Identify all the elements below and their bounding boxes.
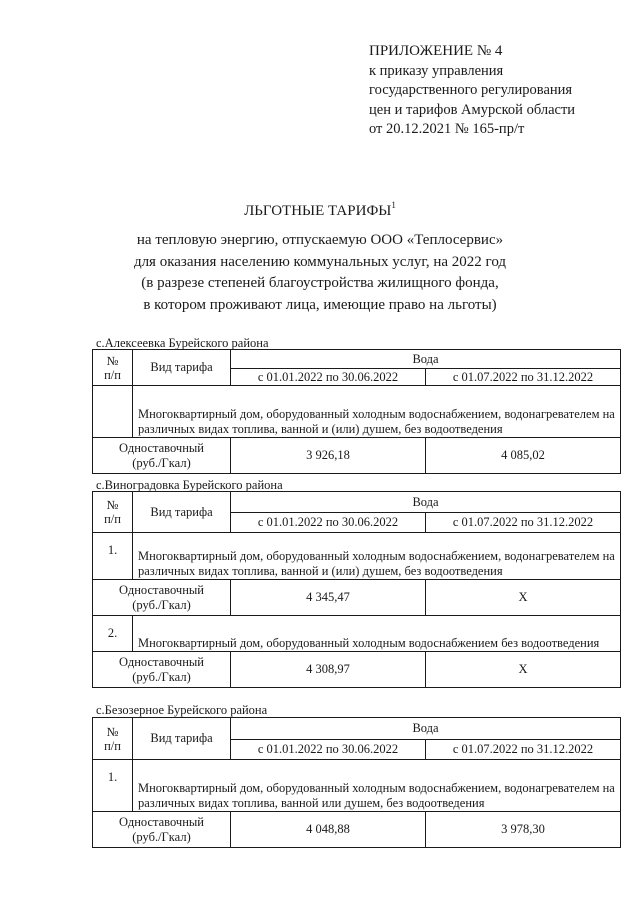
- tariff-value-period-1: 4 048,88: [231, 812, 426, 848]
- subtitle-line: на тепловую энергию, отпускаемую ООО «Теплосервис»: [136, 232, 504, 248]
- tariff-value-period-2: 4 085,02: [426, 438, 621, 474]
- appendix-heading: ПРИЛОЖЕНИЕ № 4: [369, 43, 503, 59]
- row-description: Многоквартирный дом, оборудованный холодным водоснабжением, водонагревателем на различных видах топлива, ванной и (или) душем, без водоотведения: [133, 533, 621, 580]
- document-title: [0, 200, 640, 220]
- tariff-table-bezozernoe: [92, 717, 621, 848]
- row-number: 1.: [93, 533, 133, 580]
- title-text: ЛЬГОТНЫЕ ТАРИФЫ: [244, 203, 392, 219]
- document-subtitle: [0, 230, 640, 316]
- header-number: № п/п: [93, 492, 133, 533]
- row-description: Многоквартирный дом, оборудованный холодным водоснабжением, водонагревателем на различных видах топлива, ванной или душем, без водоотведения: [133, 760, 621, 812]
- tariff-unit: Одноставочный (руб./Гкал): [93, 812, 231, 848]
- area-label-alekseevka: с.Алексеевка Бурейского района: [96, 336, 269, 350]
- appendix-block: [369, 42, 575, 140]
- header-period-2: с 01.07.2022 по 31.12.2022: [426, 513, 621, 533]
- tariff-unit: Одноставочный (руб./Гкал): [93, 580, 231, 616]
- appendix-line: государственного регулирования: [369, 82, 573, 99]
- row-number: 1.: [93, 760, 133, 812]
- header-tariff-type: Вид тарифа: [133, 492, 231, 533]
- row-description: Многоквартирный дом, оборудованный холодным водоснабжением, водонагревателем на различных видах топлива, ванной и (или) душем, без водоотведения: [133, 386, 621, 438]
- tariff-table-alekseevka: [92, 349, 621, 474]
- row-number: 2.: [93, 616, 133, 652]
- appendix-line: от 20.12.2021 № 165-пр/т: [369, 121, 525, 138]
- header-tariff-type: Вид тарифа: [133, 718, 231, 760]
- subtitle-line: в котором проживают лица, имеющие право на льготы): [143, 296, 497, 313]
- header-water: Вода: [231, 492, 621, 513]
- header-number: № п/п: [93, 718, 133, 760]
- appendix-line: к приказу управления: [369, 62, 504, 79]
- appendix-line: цен и тарифов Амурской области: [369, 101, 576, 118]
- subtitle-line: (в разрезе степеней благоустройства жилищного фонда,: [141, 275, 499, 291]
- tariff-unit: Одноставочный (руб./Гкал): [93, 438, 231, 474]
- area-label-vinogradovka: с.Виноградовка Бурейского района: [96, 478, 283, 492]
- header-period-1: с 01.01.2022 по 30.06.2022: [231, 513, 426, 533]
- row-description: Многоквартирный дом, оборудованный холодным водоснабжением без водоотведения: [133, 616, 621, 652]
- header-period-2: с 01.07.2022 по 31.12.2022: [426, 369, 621, 386]
- tariff-value-period-2: Х: [426, 652, 621, 688]
- header-period-2: с 01.07.2022 по 31.12.2022: [426, 740, 621, 760]
- footnote-mark: 1: [391, 200, 396, 210]
- tariff-value-period-1: 4 308,97: [231, 652, 426, 688]
- header-water: Вода: [231, 718, 621, 740]
- tariff-table-vinogradovka: [92, 491, 621, 688]
- tariff-value-period-2: Х: [426, 580, 621, 616]
- tariff-unit: Одноставочный (руб./Гкал): [93, 652, 231, 688]
- area-label-bezozernoe: с.Безозерное Бурейского района: [96, 703, 268, 717]
- header-water: Вода: [231, 350, 621, 369]
- row-number: [93, 386, 133, 438]
- header-period-1: с 01.01.2022 по 30.06.2022: [231, 740, 426, 760]
- header-number: № п/п: [93, 350, 133, 386]
- tariff-value-period-1: 4 345,47: [231, 580, 426, 616]
- subtitle-line: для оказания населению коммунальных услуг, на 2022 год: [133, 253, 507, 270]
- header-tariff-type: Вид тарифа: [133, 350, 231, 386]
- tariff-value-period-1: 3 926,18: [231, 438, 426, 474]
- header-period-1: с 01.01.2022 по 30.06.2022: [231, 369, 426, 386]
- tariff-value-period-2: 3 978,30: [426, 812, 621, 848]
